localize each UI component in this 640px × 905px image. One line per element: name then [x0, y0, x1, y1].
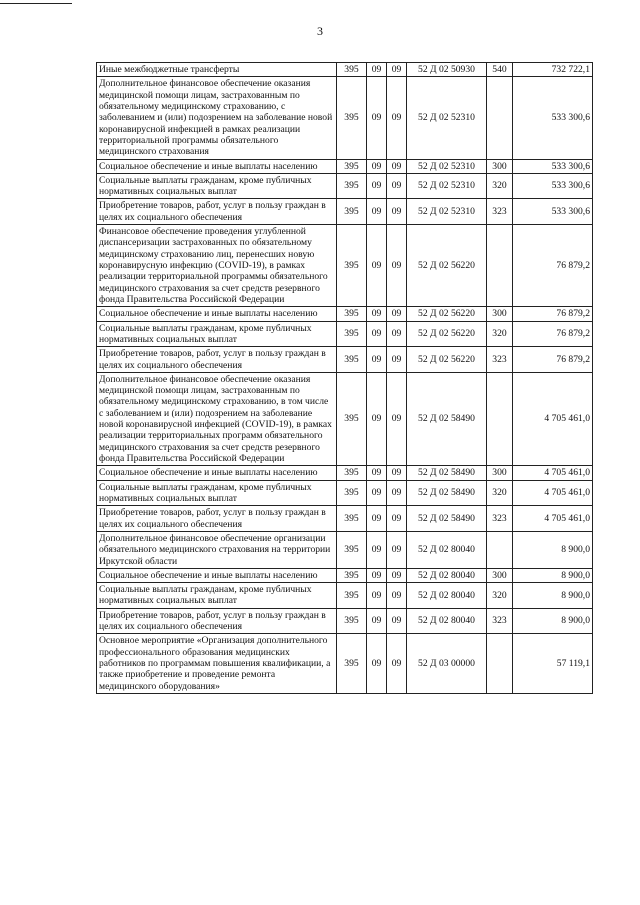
expense-type-code: 300 [487, 307, 513, 321]
target-article-code: 52 Д 02 58490 [407, 506, 487, 532]
subsection-code: 09 [387, 608, 407, 634]
section-code: 09 [367, 480, 387, 506]
expense-type-code [487, 77, 513, 159]
target-article-code: 52 Д 02 52310 [407, 173, 487, 199]
row-name: Социальные выплаты гражданам, кроме публичных нормативных социальных выплат [97, 173, 337, 199]
subsection-code: 09 [387, 225, 407, 307]
page-number: 3 [317, 24, 323, 38]
row-name: Основное мероприятие «Организация дополнительного профессионального образования медицинских работников по программам повышения квалификации, а также приобретение и проведение ремонта медицинского оборудования» [97, 634, 337, 694]
target-article-code: 52 Д 02 52310 [407, 199, 487, 225]
section-code: 09 [367, 321, 387, 347]
target-article-code: 52 Д 02 52310 [407, 159, 487, 173]
section-code: 09 [367, 347, 387, 373]
table-row [97, 608, 593, 634]
section-code: 09 [367, 506, 387, 532]
amount: 8 900,0 [513, 531, 593, 568]
admin-code: 395 [337, 173, 367, 199]
expense-type-code [487, 372, 513, 466]
amount: 4 705 461,0 [513, 466, 593, 480]
subsection-code: 09 [387, 480, 407, 506]
subsection-code: 09 [387, 531, 407, 568]
row-name: Социальное обеспечение и иные выплаты населению [97, 466, 337, 480]
table-row [97, 77, 593, 159]
target-article-code: 52 Д 02 56220 [407, 225, 487, 307]
header-rule [0, 3, 72, 4]
expense-type-code: 320 [487, 173, 513, 199]
row-name: Социальное обеспечение и иные выплаты населению [97, 307, 337, 321]
section-code: 09 [367, 372, 387, 466]
expense-type-code: 300 [487, 159, 513, 173]
admin-code: 395 [337, 531, 367, 568]
section-code: 09 [367, 63, 387, 77]
amount: 76 879,2 [513, 307, 593, 321]
table-row [97, 63, 593, 77]
table-row [97, 321, 593, 347]
amount: 4 705 461,0 [513, 480, 593, 506]
table-row [97, 159, 593, 173]
amount: 57 119,1 [513, 634, 593, 694]
section-code: 09 [367, 568, 387, 582]
section-code: 09 [367, 583, 387, 609]
table-row [97, 372, 593, 466]
target-article-code: 52 Д 02 58490 [407, 372, 487, 466]
amount: 8 900,0 [513, 568, 593, 582]
target-article-code: 52 Д 02 50930 [407, 63, 487, 77]
amount: 4 705 461,0 [513, 372, 593, 466]
target-article-code: 52 Д 02 52310 [407, 77, 487, 159]
section-code: 09 [367, 77, 387, 159]
table-row [97, 583, 593, 609]
section-code: 09 [367, 225, 387, 307]
expense-type-code: 300 [487, 466, 513, 480]
subsection-code: 09 [387, 372, 407, 466]
subsection-code: 09 [387, 583, 407, 609]
subsection-code: 09 [387, 506, 407, 532]
admin-code: 395 [337, 307, 367, 321]
expense-type-code: 323 [487, 608, 513, 634]
admin-code: 395 [337, 347, 367, 373]
section-code: 09 [367, 199, 387, 225]
target-article-code: 52 Д 02 80040 [407, 531, 487, 568]
row-name: Приобретение товаров, работ, услуг в пользу граждан в целях их социального обеспечения [97, 347, 337, 373]
section-code: 09 [367, 634, 387, 694]
expense-type-code [487, 531, 513, 568]
row-name: Социальные выплаты гражданам, кроме публичных нормативных социальных выплат [97, 480, 337, 506]
admin-code: 395 [337, 77, 367, 159]
table-body [97, 63, 593, 694]
row-name: Дополнительное финансовое обеспечение организации обязательного медицинского страхования на территории Иркутской области [97, 531, 337, 568]
row-name: Социальное обеспечение и иные выплаты населению [97, 159, 337, 173]
amount: 533 300,6 [513, 77, 593, 159]
admin-code: 395 [337, 583, 367, 609]
expense-type-code: 320 [487, 480, 513, 506]
amount: 533 300,6 [513, 159, 593, 173]
admin-code: 395 [337, 608, 367, 634]
target-article-code: 52 Д 02 58490 [407, 466, 487, 480]
subsection-code: 09 [387, 173, 407, 199]
amount: 732 722,1 [513, 63, 593, 77]
subsection-code: 09 [387, 159, 407, 173]
subsection-code: 09 [387, 77, 407, 159]
amount: 8 900,0 [513, 583, 593, 609]
row-name: Дополнительное финансовое обеспечение оказания медицинской помощи лицам, застрахованным по обязательному медицинскому страхованию, в том числе с заболеванием и (или) подозрением на заболевание новой коронавирусной инфекцией (COVID-19), в рамках реализации территориальных программ обязательного медицинского страхования за счет средств резервного фонда Правительства Российской Федерации [97, 372, 337, 466]
admin-code: 395 [337, 63, 367, 77]
expense-type-code: 323 [487, 199, 513, 225]
row-name: Иные межбюджетные трансферты [97, 63, 337, 77]
table-row [97, 480, 593, 506]
amount: 8 900,0 [513, 608, 593, 634]
section-code: 09 [367, 159, 387, 173]
subsection-code: 09 [387, 634, 407, 694]
admin-code: 395 [337, 199, 367, 225]
target-article-code: 52 Д 02 80040 [407, 608, 487, 634]
amount: 533 300,6 [513, 173, 593, 199]
budget-table [96, 62, 593, 694]
subsection-code: 09 [387, 321, 407, 347]
target-article-code: 52 Д 02 80040 [407, 568, 487, 582]
subsection-code: 09 [387, 347, 407, 373]
target-article-code: 52 Д 02 58490 [407, 480, 487, 506]
amount: 76 879,2 [513, 321, 593, 347]
target-article-code: 52 Д 03 00000 [407, 634, 487, 694]
table-row [97, 347, 593, 373]
expense-type-code: 540 [487, 63, 513, 77]
expense-type-code: 300 [487, 568, 513, 582]
target-article-code: 52 Д 02 56220 [407, 347, 487, 373]
admin-code: 395 [337, 159, 367, 173]
section-code: 09 [367, 173, 387, 199]
admin-code: 395 [337, 321, 367, 347]
target-article-code: 52 Д 02 56220 [407, 321, 487, 347]
expense-type-code [487, 225, 513, 307]
amount: 4 705 461,0 [513, 506, 593, 532]
admin-code: 395 [337, 372, 367, 466]
table-row [97, 506, 593, 532]
expense-type-code: 323 [487, 347, 513, 373]
table-row [97, 307, 593, 321]
expense-type-code [487, 634, 513, 694]
admin-code: 395 [337, 480, 367, 506]
target-article-code: 52 Д 02 80040 [407, 583, 487, 609]
row-name: Социальные выплаты гражданам, кроме публичных нормативных социальных выплат [97, 583, 337, 609]
section-code: 09 [367, 466, 387, 480]
section-code: 09 [367, 531, 387, 568]
admin-code: 395 [337, 634, 367, 694]
subsection-code: 09 [387, 199, 407, 225]
row-name: Приобретение товаров, работ, услуг в пользу граждан в целях их социального обеспечения [97, 608, 337, 634]
table-row [97, 199, 593, 225]
row-name: Приобретение товаров, работ, услуг в пользу граждан в целях их социального обеспечения [97, 199, 337, 225]
expense-type-code: 323 [487, 506, 513, 532]
row-name: Приобретение товаров, работ, услуг в пользу граждан в целях их социального обеспечения [97, 506, 337, 532]
row-name: Социальные выплаты гражданам, кроме публичных нормативных социальных выплат [97, 321, 337, 347]
subsection-code: 09 [387, 568, 407, 582]
expense-type-code: 320 [487, 583, 513, 609]
table-row [97, 225, 593, 307]
admin-code: 395 [337, 506, 367, 532]
section-code: 09 [367, 307, 387, 321]
subsection-code: 09 [387, 466, 407, 480]
section-code: 09 [367, 608, 387, 634]
table-row [97, 568, 593, 582]
subsection-code: 09 [387, 63, 407, 77]
table-row [97, 173, 593, 199]
amount: 533 300,6 [513, 199, 593, 225]
admin-code: 395 [337, 568, 367, 582]
target-article-code: 52 Д 02 56220 [407, 307, 487, 321]
amount: 76 879,2 [513, 347, 593, 373]
row-name: Социальное обеспечение и иные выплаты населению [97, 568, 337, 582]
admin-code: 395 [337, 225, 367, 307]
table-row [97, 634, 593, 694]
row-name: Финансовое обеспечение проведения углубленной диспансеризации застрахованных по обязательному медицинскому страхованию лиц, перенесших новую коронавирусную инфекцию (COVID-19), в рамках реализации территориальной программы обязательного медицинского страхования за счет средств резервного фонда Правительства Российской Федерации [97, 225, 337, 307]
row-name: Дополнительное финансовое обеспечение оказания медицинской помощи лицам, застрахованным по обязательному медицинскому страхованию, с заболеванием и (или) подозрением на заболевание новой коронавирусной инфекцией в рамках реализации территориальной программы обязательного медицинского страхования [97, 77, 337, 159]
amount: 76 879,2 [513, 225, 593, 307]
table-row [97, 466, 593, 480]
subsection-code: 09 [387, 307, 407, 321]
expense-type-code: 320 [487, 321, 513, 347]
admin-code: 395 [337, 466, 367, 480]
table-row [97, 531, 593, 568]
